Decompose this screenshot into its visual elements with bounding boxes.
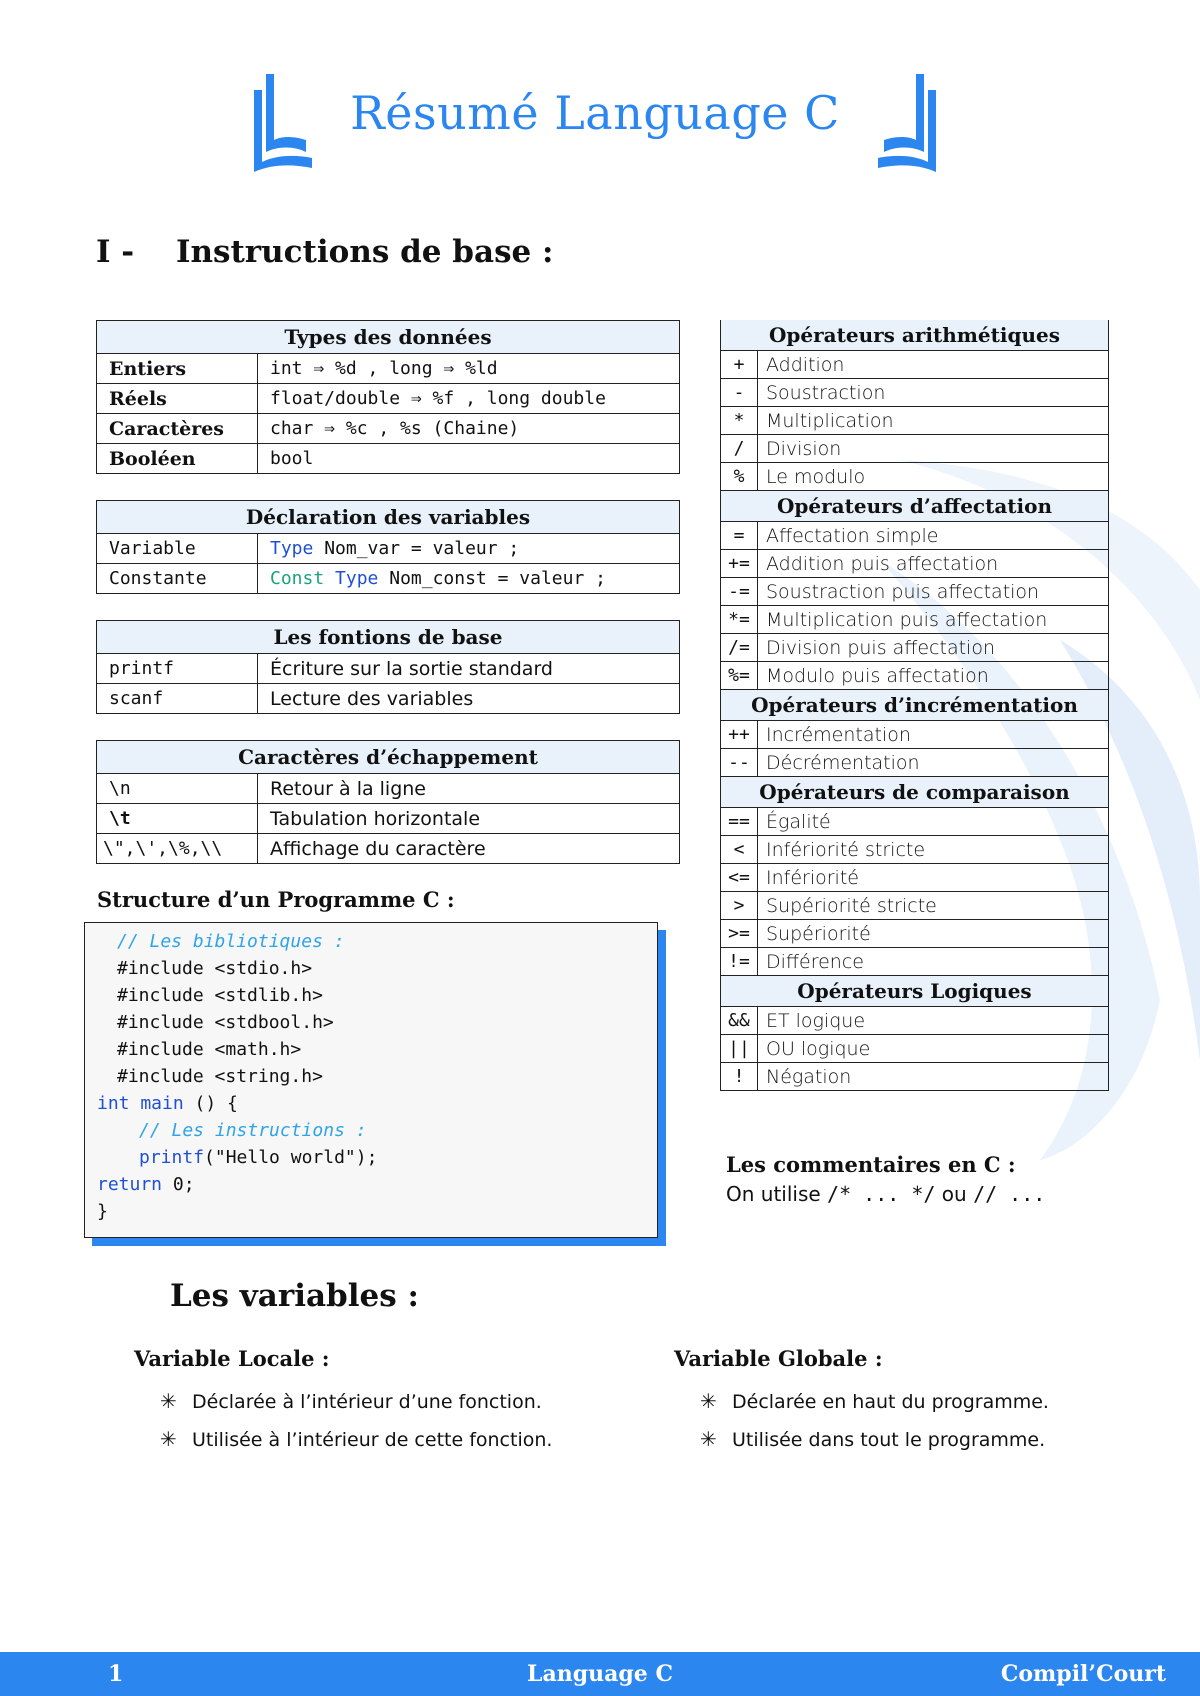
operator-label: Supériorité xyxy=(758,920,1109,948)
operator-label: Incrémentation xyxy=(758,721,1109,749)
table-cell-value: Retour à la ligne xyxy=(258,774,680,804)
operator-label: Division puis affectation xyxy=(758,634,1109,662)
code-return-line xyxy=(97,1174,195,1195)
table-row xyxy=(97,804,680,834)
operator-symbol: - xyxy=(721,379,758,407)
table-cell-key: printf xyxy=(97,654,258,684)
table-cell-key: \t xyxy=(97,804,258,834)
open-book-right-icon xyxy=(872,68,942,180)
code-heading: Structure d’un Programme C : xyxy=(97,887,455,912)
section-number: I - xyxy=(96,234,135,270)
table-row xyxy=(97,834,680,864)
operator-label: Multiplication xyxy=(758,407,1109,435)
type-keyword: Type xyxy=(270,538,314,559)
operator-symbol: = xyxy=(721,522,758,550)
table-row xyxy=(721,463,1109,491)
escape-table xyxy=(96,740,680,864)
functions-table-header: Les fontions de base xyxy=(97,621,680,654)
operator-label: Addition puis affectation xyxy=(758,550,1109,578)
list-item-text: Utilisée dans tout le programme. xyxy=(732,1429,1046,1451)
section-heading xyxy=(96,234,553,270)
table-row xyxy=(721,1035,1109,1063)
table-row xyxy=(721,435,1109,463)
table-cell-value: char ⇒ %c , %s (Chaine) xyxy=(258,414,680,444)
operator-label: Modulo puis affectation xyxy=(758,662,1109,690)
table-row xyxy=(97,654,680,684)
table-cell-value xyxy=(258,534,680,564)
list-item-text: Déclarée à l’intérieur d’une fonction. xyxy=(192,1391,542,1413)
code-comment: // Les bibliotiques : xyxy=(117,931,345,952)
declaration-table xyxy=(96,500,680,594)
table-row xyxy=(97,534,680,564)
operator-symbol: -= xyxy=(721,578,758,606)
functions-table xyxy=(96,620,680,714)
operator-label: Supériorité stricte xyxy=(758,892,1109,920)
operator-label: Division xyxy=(758,435,1109,463)
code-text: 0; xyxy=(162,1174,195,1195)
const-keyword: Const xyxy=(270,568,325,589)
list-item xyxy=(160,1389,552,1413)
asterisk-icon: ✳ xyxy=(700,1427,717,1451)
operator-symbol: && xyxy=(721,1007,758,1035)
table-row xyxy=(721,948,1109,976)
operator-label: Affectation simple xyxy=(758,522,1109,550)
comments-prefix: On utilise xyxy=(726,1182,828,1206)
operator-symbol: * xyxy=(721,407,758,435)
table-row xyxy=(97,354,680,384)
code-keyword: return xyxy=(97,1174,163,1195)
operators-table xyxy=(720,320,1109,1091)
code-include: #include <string.h> xyxy=(117,1066,323,1087)
declaration-rest: Nom_const = valeur ; xyxy=(378,568,606,589)
operator-symbol: || xyxy=(721,1035,758,1063)
code-keyword: int main xyxy=(97,1093,184,1114)
operator-group-header-row xyxy=(721,976,1109,1007)
table-cell-value: Lecture des variables xyxy=(258,684,680,714)
page-title: Résumé Language C xyxy=(350,86,840,140)
global-variable-section xyxy=(674,1346,1049,1465)
list-item-text: Déclarée en haut du programme. xyxy=(732,1391,1049,1413)
table-row xyxy=(721,892,1109,920)
types-table-header: Types des données xyxy=(97,321,680,354)
table-row xyxy=(721,662,1109,690)
code-include: #include <stdlib.h> xyxy=(117,985,323,1006)
local-variable-section xyxy=(134,1346,552,1465)
operator-symbol: /= xyxy=(721,634,758,662)
operator-group-header: Opérateurs Logiques xyxy=(721,976,1109,1007)
table-cell-key: Caractères xyxy=(97,414,258,444)
operator-symbol: ! xyxy=(721,1063,758,1091)
table-row xyxy=(721,407,1109,435)
table-cell-value: Affichage du caractère xyxy=(258,834,680,864)
table-row xyxy=(721,864,1109,892)
title-banner xyxy=(248,68,942,180)
operator-label: Différence xyxy=(758,948,1109,976)
table-cell-key: Entiers xyxy=(97,354,258,384)
table-cell-value: Tabulation horizontale xyxy=(258,804,680,834)
operator-symbol: == xyxy=(721,808,758,836)
table-row xyxy=(97,444,680,474)
table-cell-value: int ⇒ %d , long ⇒ %ld xyxy=(258,354,680,384)
list-item xyxy=(700,1389,1049,1413)
table-cell-key: \",\',\%,\\ xyxy=(97,834,258,864)
code-include: #include <stdio.h> xyxy=(117,958,313,979)
comments-middle: ou xyxy=(935,1182,974,1206)
operator-symbol: *= xyxy=(721,606,758,634)
operator-symbol: -- xyxy=(721,749,758,777)
list-item xyxy=(160,1427,552,1451)
table-row xyxy=(721,1007,1109,1035)
operator-symbol: / xyxy=(721,435,758,463)
table-row xyxy=(721,522,1109,550)
operator-symbol: ++ xyxy=(721,721,758,749)
table-cell-key: \n xyxy=(97,774,258,804)
table-row xyxy=(97,384,680,414)
code-main-line xyxy=(97,1093,238,1114)
escape-table-header: Caractères d’échappement xyxy=(97,741,680,774)
table-row xyxy=(721,578,1109,606)
comments-code-block: /* ... */ xyxy=(827,1182,936,1206)
table-row xyxy=(97,414,680,444)
declaration-rest: Nom_var = valeur ; xyxy=(313,538,520,559)
code-text: ("Hello world"); xyxy=(204,1147,378,1168)
operator-label: Décrémentation xyxy=(758,749,1109,777)
operator-symbol: += xyxy=(721,550,758,578)
code-block xyxy=(84,922,658,1238)
comments-code-line: // ... xyxy=(973,1182,1046,1206)
variables-heading: Les variables : xyxy=(170,1278,419,1314)
table-cell-key: Variable xyxy=(97,534,258,564)
operator-group-header-row xyxy=(721,320,1109,351)
table-row xyxy=(721,836,1109,864)
table-cell-key: Réels xyxy=(97,384,258,414)
operator-label: Multiplication puis affectation xyxy=(758,606,1109,634)
operator-symbol: %= xyxy=(721,662,758,690)
type-keyword: Type xyxy=(335,568,379,589)
operator-group-header: Opérateurs d’incrémentation xyxy=(721,690,1109,721)
operator-symbol: > xyxy=(721,892,758,920)
operator-group-header-row xyxy=(721,777,1109,808)
code-keyword: printf xyxy=(139,1147,205,1168)
types-table xyxy=(96,320,680,474)
footer-center-title: Language C xyxy=(527,1661,673,1687)
operator-label: Égalité xyxy=(758,808,1109,836)
operator-group-header: Opérateurs d’affectation xyxy=(721,491,1109,522)
operator-label: Soustraction puis affectation xyxy=(758,578,1109,606)
table-row xyxy=(721,920,1109,948)
operator-symbol: <= xyxy=(721,864,758,892)
table-cell-key: scanf xyxy=(97,684,258,714)
comments-text xyxy=(726,1182,1045,1206)
list-item xyxy=(700,1427,1049,1451)
table-cell-value: float/double ⇒ %f , long double xyxy=(258,384,680,414)
page-footer xyxy=(0,1652,1200,1696)
table-row xyxy=(721,550,1109,578)
table-row xyxy=(721,379,1109,407)
operator-symbol: >= xyxy=(721,920,758,948)
operator-label: Négation xyxy=(758,1063,1109,1091)
section-title: Instructions de base : xyxy=(176,234,554,270)
operator-label: ET logique xyxy=(758,1007,1109,1035)
table-row xyxy=(721,1063,1109,1091)
table-row xyxy=(721,634,1109,662)
footer-brand: Compil’Court xyxy=(1000,1661,1166,1687)
operator-label: Addition xyxy=(758,351,1109,379)
operator-label: OU logique xyxy=(758,1035,1109,1063)
global-variable-title: Variable Globale : xyxy=(674,1346,883,1371)
table-row xyxy=(97,774,680,804)
operator-group-header: Opérateurs de comparaison xyxy=(721,777,1109,808)
code-printf-line xyxy=(139,1147,377,1168)
table-cell-key: Constante xyxy=(97,564,258,594)
asterisk-icon: ✳ xyxy=(160,1427,177,1451)
local-variable-list xyxy=(160,1389,552,1451)
operator-label: Infériorité stricte xyxy=(758,836,1109,864)
table-row xyxy=(721,351,1109,379)
table-cell-value: bool xyxy=(258,444,680,474)
page-number: 1 xyxy=(108,1661,124,1687)
table-row xyxy=(97,684,680,714)
operator-symbol: + xyxy=(721,351,758,379)
operator-symbol: % xyxy=(721,463,758,491)
table-row xyxy=(97,564,680,594)
table-cell-value: Écriture sur la sortie standard xyxy=(258,654,680,684)
code-include: #include <math.h> xyxy=(117,1039,302,1060)
comments-heading: Les commentaires en C : xyxy=(726,1152,1016,1177)
code-text: () { xyxy=(183,1093,238,1114)
operator-label: Le modulo xyxy=(758,463,1109,491)
operator-symbol: != xyxy=(721,948,758,976)
code-comment: // Les instructions : xyxy=(139,1120,367,1141)
global-variable-list xyxy=(700,1389,1049,1451)
table-cell-key: Booléen xyxy=(97,444,258,474)
operator-group-header-row xyxy=(721,690,1109,721)
declaration-table-header: Déclaration des variables xyxy=(97,501,680,534)
list-item-text: Utilisée à l’intérieur de cette fonction. xyxy=(192,1429,553,1451)
code-close-brace: } xyxy=(97,1201,108,1222)
operator-group-header-row xyxy=(721,491,1109,522)
table-row xyxy=(721,749,1109,777)
code-include: #include <stdbool.h> xyxy=(117,1012,334,1033)
table-row xyxy=(721,721,1109,749)
operator-symbol: < xyxy=(721,836,758,864)
asterisk-icon: ✳ xyxy=(700,1389,717,1413)
table-row xyxy=(721,808,1109,836)
operator-group-header: Opérateurs arithmétiques xyxy=(721,320,1109,351)
operator-label: Soustraction xyxy=(758,379,1109,407)
table-cell-value xyxy=(258,564,680,594)
asterisk-icon: ✳ xyxy=(160,1389,177,1413)
local-variable-title: Variable Locale : xyxy=(134,1346,330,1371)
operator-label: Infériorité xyxy=(758,864,1109,892)
table-row xyxy=(721,606,1109,634)
